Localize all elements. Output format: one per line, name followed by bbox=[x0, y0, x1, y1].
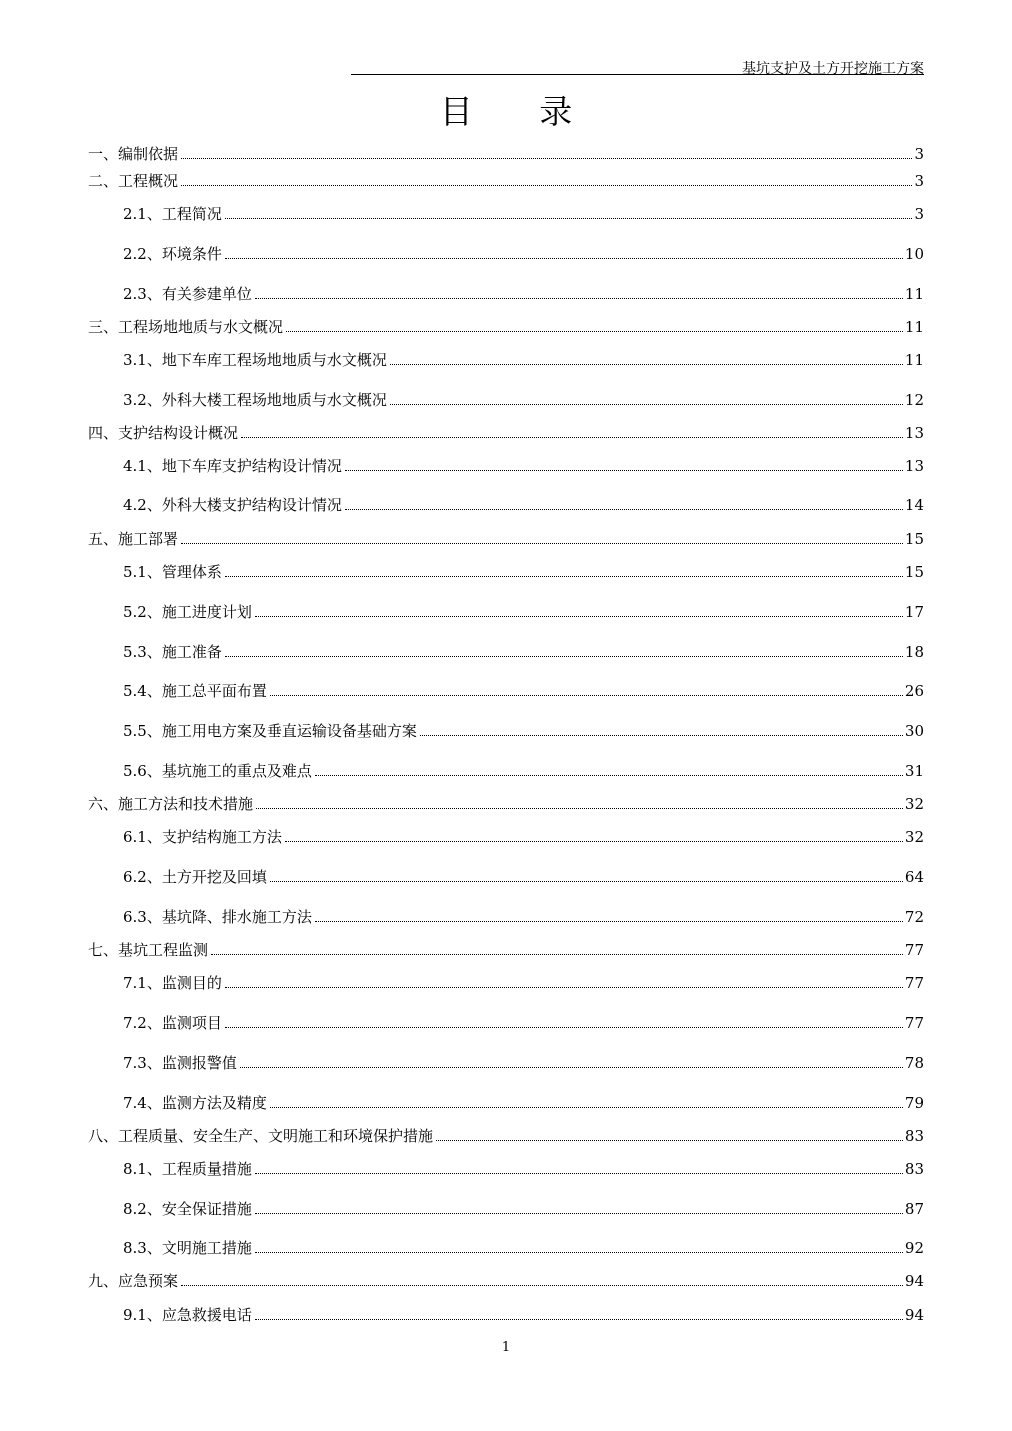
toc-dot-leader bbox=[225, 656, 903, 657]
toc-entry-label: 8.1、工程质量措施 bbox=[123, 1160, 252, 1178]
toc-entry-page: 83 bbox=[904, 1127, 924, 1145]
toc-entry[interactable] bbox=[123, 1304, 924, 1324]
toc-dot-leader bbox=[286, 331, 903, 332]
toc-entry[interactable] bbox=[123, 349, 924, 369]
toc-entry-label: 八、工程质量、安全生产、文明施工和环境保护措施 bbox=[88, 1127, 434, 1145]
toc-entry[interactable] bbox=[88, 170, 924, 190]
toc-entry[interactable] bbox=[123, 906, 924, 926]
toc-entry-label: 5.3、施工准备 bbox=[123, 643, 222, 661]
toc-dot-leader bbox=[285, 841, 903, 842]
toc-entry[interactable] bbox=[123, 760, 924, 780]
toc-entry[interactable] bbox=[88, 528, 924, 548]
toc-dot-leader bbox=[390, 364, 903, 365]
toc-entry-label: 五、施工部署 bbox=[88, 530, 179, 548]
toc-entry-page: 32 bbox=[904, 828, 924, 846]
toc-entry-label: 六、施工方法和技术措施 bbox=[88, 795, 254, 813]
toc-entry-label: 5.2、施工进度计划 bbox=[123, 603, 252, 621]
toc-entry-label: 三、工程场地地质与水文概况 bbox=[88, 318, 284, 336]
toc-dot-leader bbox=[345, 509, 903, 510]
toc-entry-label: 6.2、土方开挖及回填 bbox=[123, 868, 267, 886]
running-header-title: 基坑支护及土方开挖施工方案 bbox=[742, 61, 924, 77]
toc-dot-leader bbox=[256, 808, 903, 809]
toc-entry[interactable] bbox=[88, 422, 924, 442]
toc-dot-leader bbox=[390, 404, 903, 405]
toc-entry-page: 3 bbox=[914, 145, 924, 163]
toc-dot-leader bbox=[181, 158, 912, 159]
toc-entry-page: 30 bbox=[904, 722, 924, 740]
toc-entry-label: 7.3、监测报警值 bbox=[123, 1054, 237, 1072]
toc-entry-label: 二、工程概况 bbox=[88, 172, 179, 190]
toc-entry[interactable] bbox=[123, 203, 924, 223]
toc-entry[interactable] bbox=[123, 1158, 924, 1178]
page-number: 1 bbox=[501, 1340, 511, 1355]
toc-entry-label: 2.3、有关参建单位 bbox=[123, 285, 252, 303]
toc-entry-page: 13 bbox=[904, 424, 924, 442]
toc-entry[interactable] bbox=[123, 455, 924, 475]
toc-entry[interactable] bbox=[88, 793, 924, 813]
toc-entry-page: 87 bbox=[904, 1200, 924, 1218]
toc-entry-label: 5.4、施工总平面布置 bbox=[123, 682, 267, 700]
toc-entry-label: 7.1、监测目的 bbox=[123, 974, 222, 992]
toc-entry-page: 94 bbox=[904, 1272, 924, 1290]
toc-entry-label: 4.1、地下车库支护结构设计情况 bbox=[123, 457, 342, 475]
toc-dot-leader bbox=[270, 695, 903, 696]
toc-entry-page: 3 bbox=[914, 172, 924, 190]
toc-entry-page: 72 bbox=[904, 908, 924, 926]
toc-dot-leader bbox=[270, 881, 903, 882]
toc-entry-label: 3.1、地下车库工程场地地质与水文概况 bbox=[123, 351, 387, 369]
toc-entry-page: 13 bbox=[904, 457, 924, 475]
toc-entry-label: 6.1、支护结构施工方法 bbox=[123, 828, 282, 846]
toc-dot-leader bbox=[255, 1213, 903, 1214]
toc-dot-leader bbox=[225, 218, 913, 219]
toc-entry-page: 31 bbox=[904, 762, 924, 780]
toc-entry[interactable] bbox=[123, 720, 924, 740]
toc-dot-leader bbox=[241, 437, 903, 438]
toc-entry-label: 5.6、基坑施工的重点及难点 bbox=[123, 762, 312, 780]
toc-entry-page: 14 bbox=[904, 496, 924, 514]
toc-entry-label: 九、应急预案 bbox=[88, 1272, 179, 1290]
toc-dot-leader bbox=[225, 987, 903, 988]
toc-dot-leader bbox=[255, 1173, 903, 1174]
toc-dot-leader bbox=[225, 1027, 903, 1028]
toc-entry-label: 7.4、监测方法及精度 bbox=[123, 1094, 267, 1112]
toc-entry-page: 10 bbox=[904, 245, 924, 263]
toc-dot-leader bbox=[181, 1285, 903, 1286]
toc-entry-page: 17 bbox=[904, 603, 924, 621]
toc-entry-page: 11 bbox=[904, 285, 924, 303]
toc-dot-leader bbox=[345, 470, 903, 471]
toc-entry[interactable] bbox=[88, 143, 924, 163]
toc-entry-label: 一、编制依据 bbox=[88, 145, 179, 163]
toc-entry-page: 83 bbox=[904, 1160, 924, 1178]
toc-entry-page: 77 bbox=[904, 974, 924, 992]
toc-dot-leader bbox=[181, 543, 903, 544]
toc-entry-label: 四、支护结构设计概况 bbox=[88, 424, 239, 442]
toc-entry[interactable] bbox=[123, 243, 924, 263]
toc-entry-label: 2.2、环境条件 bbox=[123, 245, 222, 263]
toc-entry-page: 3 bbox=[914, 205, 924, 223]
toc-entry-page: 77 bbox=[904, 941, 924, 959]
toc-entry[interactable] bbox=[123, 561, 924, 581]
toc-entry-label: 4.2、外科大楼支护结构设计情况 bbox=[123, 496, 342, 514]
toc-entry[interactable] bbox=[123, 1092, 924, 1112]
toc-entry[interactable] bbox=[123, 389, 924, 409]
toc-dot-leader bbox=[315, 775, 903, 776]
toc-dot-leader bbox=[420, 735, 903, 736]
toc-dot-leader bbox=[255, 616, 903, 617]
toc-entry-page: 18 bbox=[904, 643, 924, 661]
toc-entry-label: 8.3、文明施工措施 bbox=[123, 1239, 252, 1257]
toc-entry-label: 9.1、应急救援电话 bbox=[123, 1306, 252, 1324]
toc-entry-page: 11 bbox=[904, 351, 924, 369]
toc-dot-leader bbox=[315, 921, 903, 922]
toc-entry-page: 15 bbox=[904, 530, 924, 548]
toc-entry[interactable] bbox=[123, 1052, 924, 1072]
toc-entry-page: 26 bbox=[904, 682, 924, 700]
toc-entry-label: 5.5、施工用电方案及垂直运输设备基础方案 bbox=[123, 722, 417, 740]
toc-entry-page: 79 bbox=[904, 1094, 924, 1112]
toc-entry[interactable] bbox=[123, 1012, 924, 1032]
toc-entry-label: 7.2、监测项目 bbox=[123, 1014, 222, 1032]
toc-entry-label: 2.1、工程简况 bbox=[123, 205, 222, 223]
toc-entry[interactable] bbox=[88, 316, 924, 336]
toc-entry-label: 6.3、基坑降、排水施工方法 bbox=[123, 908, 312, 926]
toc-dot-leader bbox=[225, 576, 903, 577]
toc-entry[interactable] bbox=[88, 1270, 924, 1290]
toc-entry[interactable] bbox=[123, 826, 924, 846]
toc-entry[interactable] bbox=[123, 601, 924, 621]
toc-entry[interactable] bbox=[123, 641, 924, 661]
toc-entry[interactable] bbox=[88, 939, 924, 959]
toc-entry[interactable] bbox=[123, 680, 924, 700]
toc-entry-page: 11 bbox=[904, 318, 924, 336]
toc-entry-page: 92 bbox=[904, 1239, 924, 1257]
toc-dot-leader bbox=[255, 298, 903, 299]
toc-dot-leader bbox=[225, 258, 903, 259]
toc-entry-label: 3.2、外科大楼工程场地地质与水文概况 bbox=[123, 391, 387, 409]
toc-entry-page: 94 bbox=[904, 1306, 924, 1324]
toc-dot-leader bbox=[181, 185, 912, 186]
toc-entry-label: 5.1、管理体系 bbox=[123, 563, 222, 581]
toc-entry-page: 77 bbox=[904, 1014, 924, 1032]
toc-entry-page: 15 bbox=[904, 563, 924, 581]
toc-dot-leader bbox=[255, 1319, 903, 1320]
toc-entry-page: 12 bbox=[904, 391, 924, 409]
toc-entry-page: 32 bbox=[904, 795, 924, 813]
toc-entry[interactable] bbox=[123, 494, 924, 514]
toc-entry-label: 8.2、安全保证措施 bbox=[123, 1200, 252, 1218]
toc-entry[interactable] bbox=[123, 866, 924, 886]
toc-entry[interactable] bbox=[123, 1198, 924, 1218]
toc-dot-leader bbox=[240, 1067, 903, 1068]
toc-dot-leader bbox=[255, 1252, 903, 1253]
toc-entry[interactable] bbox=[123, 1237, 924, 1257]
toc-heading: 目 录 bbox=[439, 92, 601, 131]
toc-entry[interactable] bbox=[123, 283, 924, 303]
toc-dot-leader bbox=[436, 1140, 903, 1141]
toc-dot-leader bbox=[211, 954, 903, 955]
toc-entry-label: 七、基坑工程监测 bbox=[88, 941, 209, 959]
toc-dot-leader bbox=[270, 1107, 903, 1108]
toc-entry[interactable] bbox=[123, 972, 924, 992]
toc-entry-page: 78 bbox=[904, 1054, 924, 1072]
toc-entry-page: 64 bbox=[904, 868, 924, 886]
toc-entry[interactable] bbox=[88, 1125, 924, 1145]
